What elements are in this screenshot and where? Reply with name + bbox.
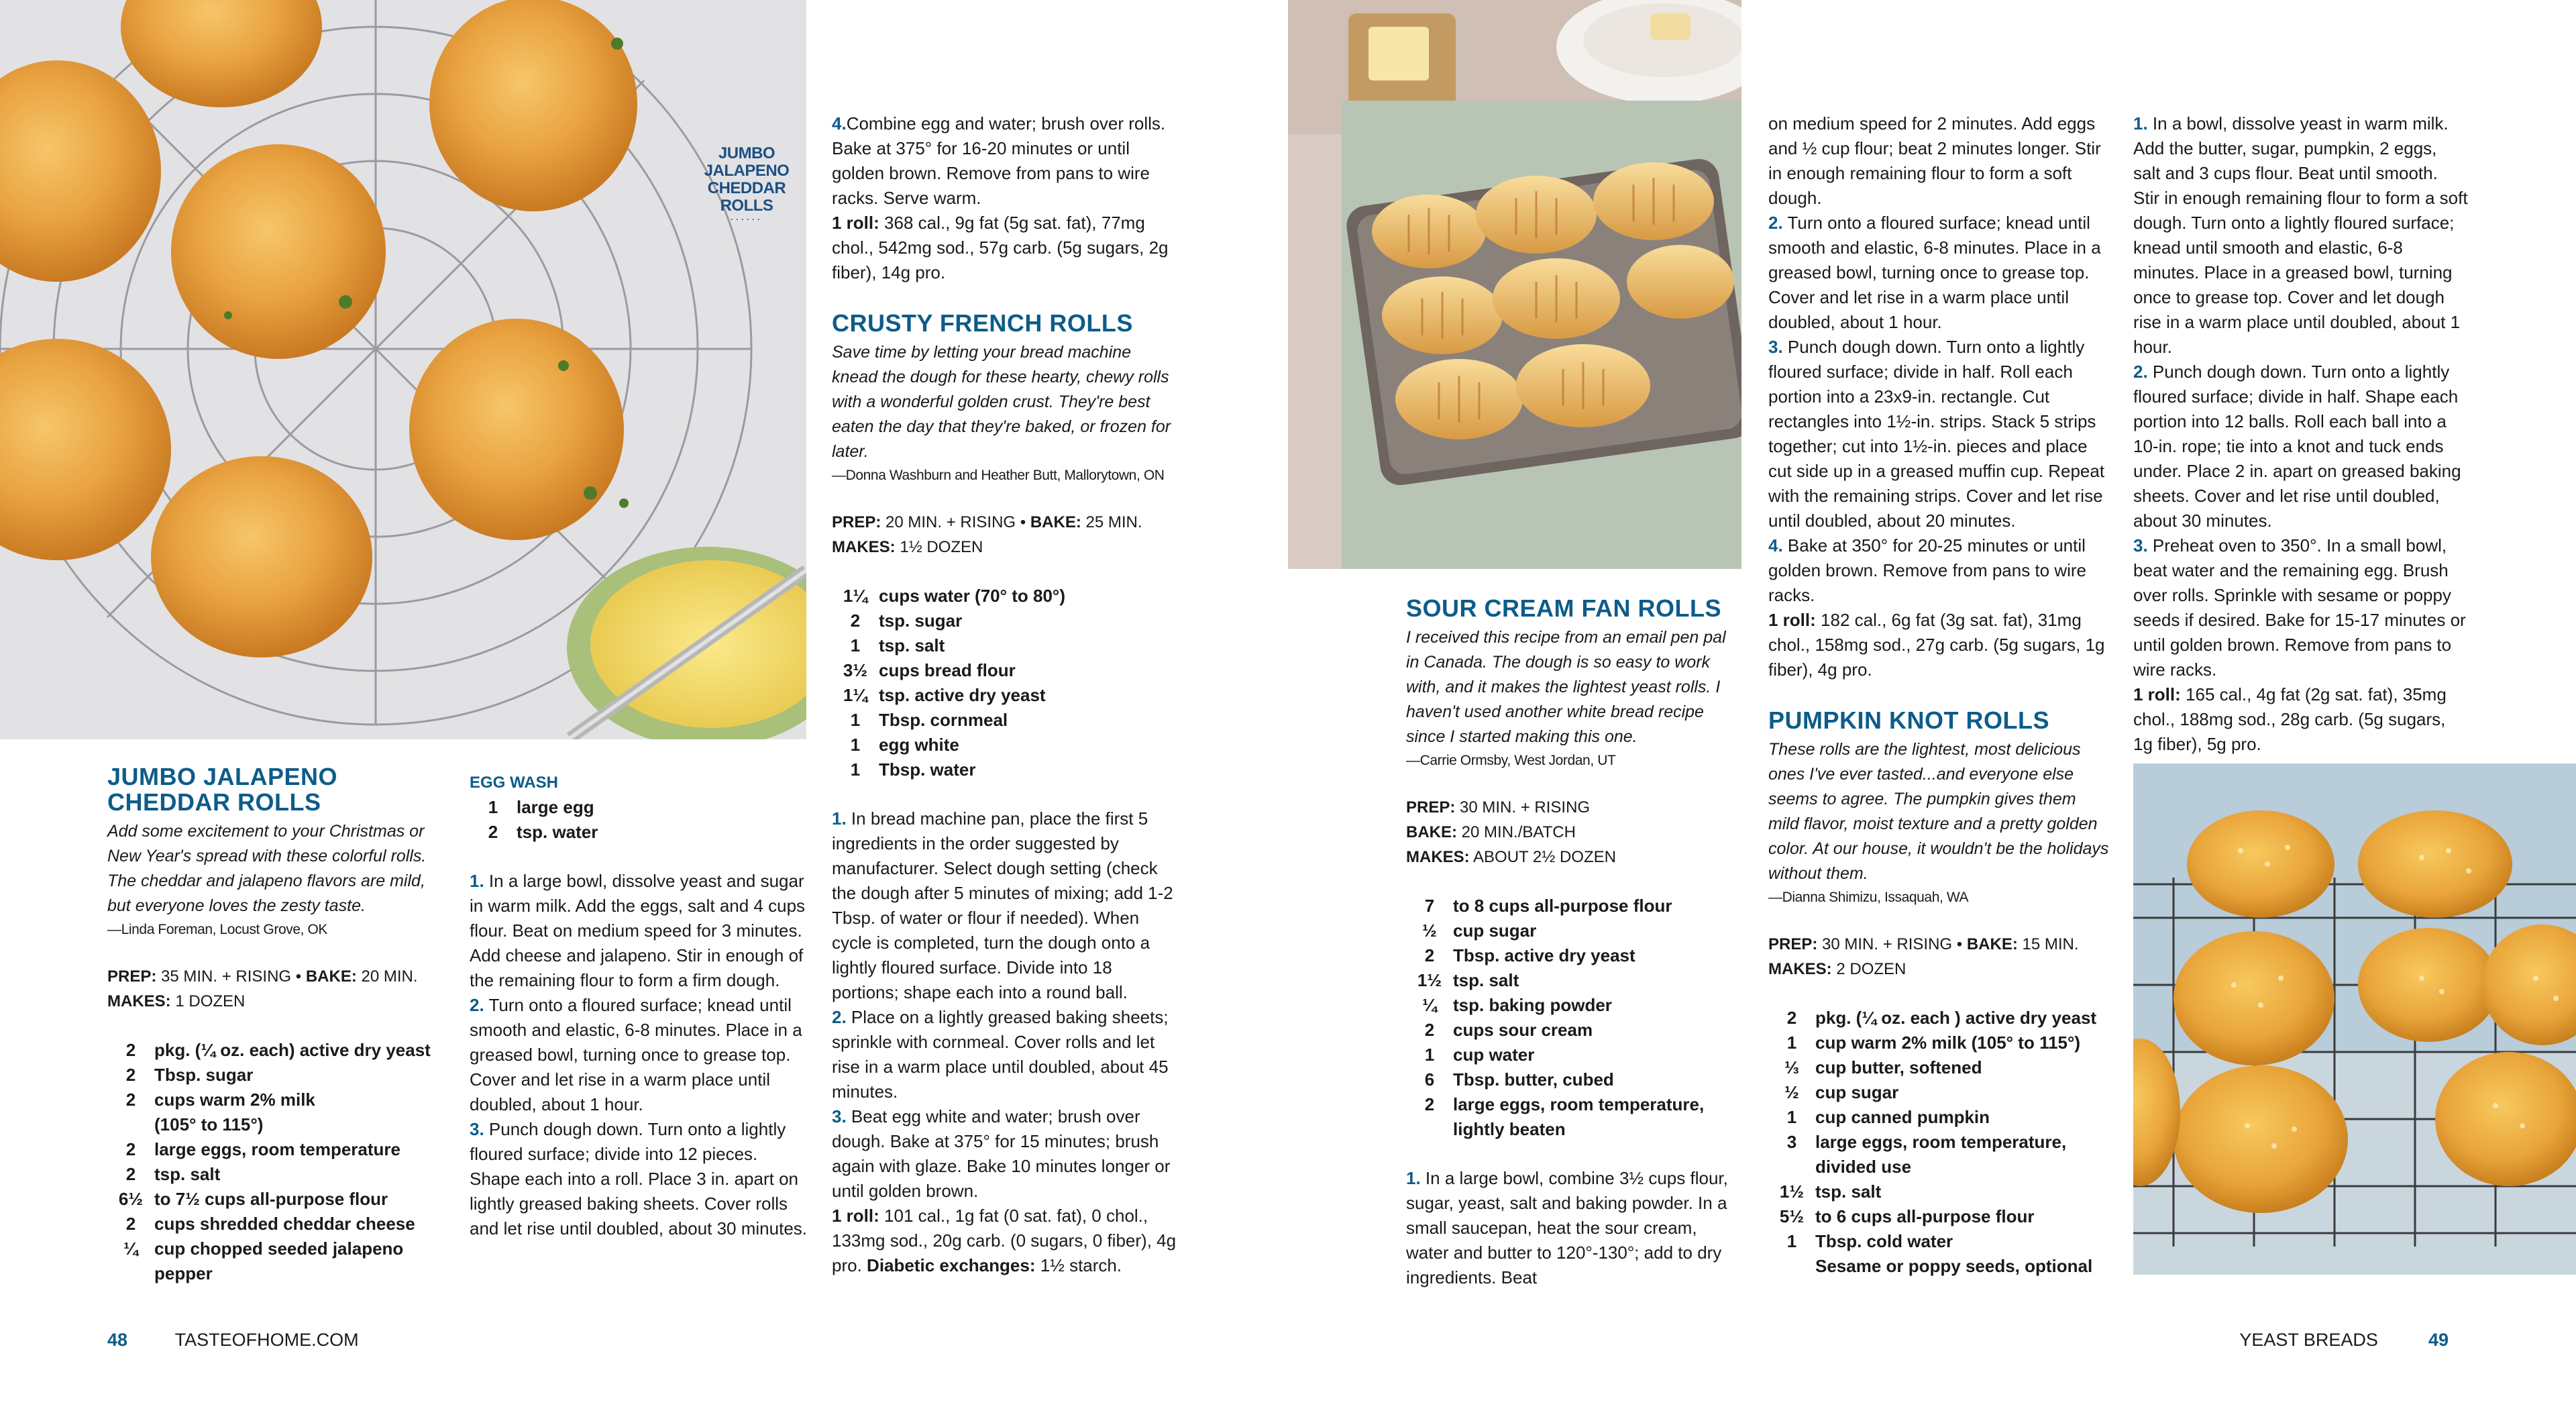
jalapeno-step-text: Punch dough down. Turn onto a lightly floured surface; divide into 12 pieces. Shape each into a roll. Place 3 in. apart on lightly greased baking sheets. Cover rolls and let rise until doubled, about 30 minutes. xyxy=(470,1119,808,1238)
french-bake: 25 MIN. xyxy=(1085,513,1142,531)
eggwash-ingredient-qty: 1 xyxy=(488,797,498,817)
jalapeno-step xyxy=(470,869,812,993)
jalapeno-step-text: In a large bowl, dissolve yeast and sugar in warm milk. Add the eggs, salt and 4 cups flour. Beat on medium speed for 3 minutes. Add cheese and jalapeno. Stir in enough of the remaining flour to form a firm dough. xyxy=(470,871,806,990)
photo-caption-line4: ROLLS xyxy=(720,197,773,215)
french-step-number: 1. xyxy=(832,808,847,829)
fan-ingredient-row xyxy=(1406,968,1741,993)
fan-ingredient-row xyxy=(1406,1018,1741,1043)
fan-nutrition-label: 1 roll: xyxy=(1768,610,1816,630)
pumpkin-makes: 2 DOZEN xyxy=(1836,960,1907,978)
fan-ingredient-text: tsp. salt xyxy=(1453,970,1519,990)
fan-title: SOUR CREAM FAN ROLLS xyxy=(1406,594,1722,622)
french-ingredient-qty: 1 xyxy=(850,710,861,730)
french-ingredient-qty: 1 xyxy=(850,635,861,655)
fan-ingredient-row xyxy=(1406,1067,1741,1092)
jalapeno-step xyxy=(470,1117,812,1241)
pumpkin-step xyxy=(2133,111,2469,360)
fan-ingredient-qty: ¼ xyxy=(1422,995,1437,1015)
french-step-text: In bread machine pan, place the first 5 ingredients in the order suggested by manufacturer. Select dough setting (check the dough after 5 minutes of mixing; add 1-2 Tbsp. of water or flour if needed). When cycle is completed, turn the dough onto a lightly floured surface. Divide into 18 portions; shape each into a round ball. xyxy=(832,808,1173,1002)
jalapeno-ingredient-text: pepper xyxy=(154,1263,213,1283)
pumpkin-ingredient-row xyxy=(1768,1006,2110,1031)
pumpkin-ingredient-row xyxy=(1768,1105,2110,1130)
french-ingredient-text: tsp. active dry yeast xyxy=(879,685,1046,705)
jalapeno-ingredient-text: cups warm 2% milk xyxy=(154,1090,315,1110)
fan-ingredient-row xyxy=(1406,894,1741,918)
french-ingredient-text: cups bread flour xyxy=(879,660,1016,680)
jalapeno-ingredient-row xyxy=(107,1212,443,1236)
fan-steps xyxy=(1768,211,2110,608)
french-step-text: Place on a lightly greased baking sheets; sprinkle with cornmeal. Cover rolls and let rise in a warm place until doubled, about 45 minutes. xyxy=(832,1007,1169,1102)
french-step xyxy=(832,1104,1181,1204)
pumpkin-title: PUMPKIN KNOT ROLLS xyxy=(1768,706,2049,734)
jalapeno-ingredient-qty: 2 xyxy=(125,1139,136,1159)
french-prep-label: PREP: xyxy=(832,513,881,531)
french-ingredient-text: tsp. sugar xyxy=(879,611,963,631)
jalapeno-col1 xyxy=(107,764,443,1286)
right-section-name: YEAST BREADS xyxy=(2239,1330,2378,1350)
fan-step-text: Bake at 350° for 20-25 minutes or until golden brown. Remove from pans to wire racks. xyxy=(1768,535,2087,605)
pumpkin-byline: —Dianna Shimizu, Issaquah, WA xyxy=(1768,890,1969,905)
fan-ingredient-qty xyxy=(1406,1117,1453,1142)
pumpkin-ingredient-qty: 1½ xyxy=(1779,1181,1805,1202)
french-steps xyxy=(832,806,1181,1204)
french-ingredient-row xyxy=(832,609,1181,633)
jalapeno-title-line1: JUMBO JALAPENO xyxy=(107,763,338,790)
fan-step-1-cont: on medium speed for 2 minutes. Add eggs and ½ cup flour; beat 2 minutes longer. Stir in enough remaining flour to form a soft dough. xyxy=(1768,113,2101,208)
jalapeno-ingredient-qty: 6½ xyxy=(118,1189,144,1209)
jalapeno-title-line2: CHEDDAR ROLLS xyxy=(107,788,321,816)
jalapeno-ingredient-text: cups shredded cheddar cheese xyxy=(154,1214,415,1234)
pumpkin-bake: 15 MIN. xyxy=(2022,935,2079,953)
fan-ingredient-row xyxy=(1406,943,1741,968)
fan-makes: ABOUT 2½ DOZEN xyxy=(1473,848,1616,866)
fan-step-number: 3. xyxy=(1768,337,1783,357)
pumpkin-step-number: 1. xyxy=(2133,113,2148,134)
fan-ingredient-row xyxy=(1406,993,1741,1018)
fan-prep: 30 MIN. + RISING xyxy=(1460,798,1591,816)
french-diabetic-text: 1½ starch. xyxy=(1040,1255,1122,1275)
eggwash-ingredient-text: tsp. water xyxy=(517,822,598,842)
jalapeno-step-number: 3. xyxy=(470,1119,484,1139)
fan-step-number: 2. xyxy=(1768,213,1783,233)
pumpkin-ingredient-row xyxy=(1768,1204,2110,1229)
pumpkin-ingredient-qty xyxy=(1768,1155,1815,1179)
pumpkin-ingredient-row xyxy=(1768,1179,2110,1204)
pumpkin-bake-label: BAKE: xyxy=(1966,935,2018,953)
french-byline: —Donna Washburn and Heather Butt, Mallorytown, ON xyxy=(832,468,1165,483)
pumpkin-ingredient-text: tsp. salt xyxy=(1815,1181,1882,1202)
pumpkin-ingredient-qty: ⅓ xyxy=(1784,1057,1799,1077)
pumpkin-ingredient-row xyxy=(1768,1080,2110,1105)
fan-intro: I received this recipe from an email pen pal in Canada. The dough is so easy to work with, and it makes the lightest yeast rolls. I haven't used another white bread recipe since I started making this one. xyxy=(1406,628,1726,746)
fan-nutrition xyxy=(1768,608,2110,682)
jalapeno-nutrition xyxy=(832,211,1181,285)
pumpkin-ingredient-text: pkg. (¼ oz. each ) active dry yeast xyxy=(1815,1008,2097,1028)
photo-caption-line3: CHEDDAR xyxy=(707,179,786,197)
jalapeno-ingredient-qty: 2 xyxy=(125,1164,136,1184)
jalapeno-ingredient-qty xyxy=(107,1261,154,1286)
pumpkin-ingredient-qty: ½ xyxy=(1784,1082,1799,1102)
pumpkin-steps xyxy=(2133,111,2469,682)
jalapeno-meta: PREP: 35 MIN. + RISING • BAKE: 20 MIN. MAKES: 1 DOZEN xyxy=(107,967,418,1010)
pumpkin-ingredient-qty: 1 xyxy=(1786,1033,1797,1053)
french-ingredient-text: Tbsp. cornmeal xyxy=(879,710,1008,730)
french-step-number: 3. xyxy=(832,1106,847,1126)
pumpkin-col2 xyxy=(2133,111,2469,757)
fan-step-1-num: 1. xyxy=(1406,1168,1421,1188)
jalapeno-step-4-text: Combine egg and water; brush over rolls. Bake at 375° for 16-20 minutes or until golden brown. Remove from pans to wire racks. Serve warm. xyxy=(832,113,1166,208)
photo-caption-line2: JALAPENO xyxy=(704,162,790,180)
fan-step-number: 4. xyxy=(1768,535,1783,556)
jalapeno-ingredient-text: tsp. salt xyxy=(154,1164,221,1184)
pumpkin-step-number: 3. xyxy=(2133,535,2148,556)
fan-step xyxy=(1768,335,2110,533)
right-page-number: 49 xyxy=(2428,1330,2449,1350)
pumpkin-ingredient-text: cup warm 2% milk (105° to 115°) xyxy=(1815,1033,2081,1053)
pumpkin-step-number: 2. xyxy=(2133,362,2148,382)
pumpkin-ingredient-text: divided use xyxy=(1815,1157,1912,1177)
jalapeno-ingredient-text: cup chopped seeded jalapeno xyxy=(154,1238,404,1259)
pumpkin-step-text: In a bowl, dissolve yeast in warm milk. Add the butter, sugar, pumpkin, 2 eggs, salt and 3 cups flour. Beat until smooth. Stir in enough remaining flour to form a soft dough. Turn onto a lightly floured surface; knead until smooth and elastic, 6-8 minutes. Place in a greased bowl, turning once to grease top. Cover and let dough rise in a warm place until doubled, about 1 hour. xyxy=(2133,113,2468,357)
fan-meta xyxy=(1406,795,1741,869)
pumpkin-ingredient-qty: 1 xyxy=(1786,1231,1797,1251)
fan-ingredient-text: to 8 cups all-purpose flour xyxy=(1453,896,1672,916)
pumpkin-ingredient-row xyxy=(1768,1130,2110,1155)
french-step-text: Beat egg white and water; brush over dough. Bake at 375° for 15 minutes; brush again with glaze. Bake 10 minutes longer or until golden brown. xyxy=(832,1106,1171,1201)
french-ingredient-row xyxy=(832,733,1181,757)
pumpkin-prep-label: PREP: xyxy=(1768,935,1818,953)
jalapeno-ingredient-row xyxy=(107,1063,443,1088)
french-makes: 1½ DOZEN xyxy=(900,538,983,556)
fan-byline: —Carrie Ormsby, West Jordan, UT xyxy=(1406,753,1616,768)
pumpkin-meta: PREP: 30 MIN. + RISING • BAKE: 15 MIN. MAKES: 2 DOZEN xyxy=(1768,935,2079,978)
jalapeno-bake: 20 MIN. xyxy=(361,967,418,986)
fan-ingredient-row xyxy=(1406,1117,1741,1142)
jalapeno-ingredient-qty xyxy=(107,1112,154,1137)
jalapeno-byline: —Linda Foreman, Locust Grove, OK xyxy=(107,922,328,937)
french-ingredient-qty: 1¼ xyxy=(843,685,868,705)
pumpkin-ingredient-row xyxy=(1768,1155,2110,1179)
pumpkin-prep: 30 MIN. + RISING xyxy=(1822,935,1953,953)
pumpkin-step-text: Preheat oven to 350°. In a small bowl, beat water and the remaining egg. Brush over rolls. Sprinkle with sesame or poppy seeds if desired. Bake for 15-17 minutes or until golden brown. Remove from pans to wire racks. xyxy=(2133,535,2466,680)
pumpkin-ingredient-text: large eggs, room temperature, xyxy=(1815,1132,2067,1152)
jalapeno-ingredient-text: (105° to 115°) xyxy=(154,1114,264,1134)
french-ingredient-qty: 2 xyxy=(850,611,861,631)
french-meta: PREP: 20 MIN. + RISING • BAKE: 25 MIN. MAKES: 1½ DOZEN xyxy=(832,513,1142,556)
french-ingredient-row xyxy=(832,633,1181,658)
col5 xyxy=(1768,111,2110,1279)
jalapeno-ingredient-row xyxy=(107,1187,443,1212)
pumpkin-ingredient-row xyxy=(1768,1031,2110,1055)
fan-step-text: Punch dough down. Turn onto a lightly floured surface; divide in half. Roll each portion into a 23x9-in. rectangle. Cut rectangles into 1½-in. strips. Stack 5 strips together; cut into 1½-in. pieces and place cut side up in a greased muffin cup. Repeat with the remaining strips. Cover and let rise until doubled, about 20 minutes. xyxy=(1768,337,2105,531)
pumpkin-step-text: Punch dough down. Turn onto a lightly floured surface; divide in half. Shape each portion into 12 balls. Roll each ball into a 10-in. rope; tie into a knot and tuck ends under. Place 2 in. apart on greased baking sheets. Cover and let rise until doubled, about 30 minutes. xyxy=(2133,362,2461,531)
jalapeno-step-number: 1. xyxy=(470,871,484,891)
fan-ingredient-text: large eggs, room temperature, xyxy=(1453,1094,1705,1114)
french-nutrition xyxy=(832,1204,1181,1278)
fan-ingredient-qty: 1 xyxy=(1424,1045,1435,1065)
pumpkin-ingredient-row xyxy=(1768,1055,2110,1080)
french-ingredient-text: tsp. salt xyxy=(879,635,945,655)
footer-left xyxy=(107,1330,359,1351)
french-prep: 20 MIN. + RISING xyxy=(885,513,1016,531)
pumpkin-ingredient-text: cup butter, softened xyxy=(1815,1057,1982,1077)
jalapeno-ingredient-qty: ¼ xyxy=(123,1238,138,1259)
jalapeno-step-4 xyxy=(832,111,1181,211)
french-ingredient-text: egg white xyxy=(879,735,959,755)
pumpkin-ingredient-row xyxy=(1768,1254,2110,1279)
fan-step xyxy=(1768,211,2110,335)
jalapeno-step xyxy=(470,993,812,1117)
pumpkin-makes-label: MAKES: xyxy=(1768,960,1832,978)
col3 xyxy=(832,111,1181,1278)
fan-ingredient-qty: 2 xyxy=(1424,1020,1435,1040)
footer-right xyxy=(2239,1330,2449,1351)
fan-ingredient-qty: 6 xyxy=(1424,1069,1435,1090)
french-ingredient-text: Tbsp. water xyxy=(879,759,976,780)
pumpkin-nutrition-label: 1 roll: xyxy=(2133,684,2181,704)
photo-caption xyxy=(703,145,790,224)
fan-ingredient-text: cup water xyxy=(1453,1045,1535,1065)
jalapeno-ingredient-row xyxy=(107,1112,443,1137)
fan-ingredients xyxy=(1406,894,1741,1142)
french-ingredient-qty: 1 xyxy=(850,759,861,780)
fan-makes-label: MAKES: xyxy=(1406,848,1470,866)
pumpkin-ingredient-qty: 3 xyxy=(1786,1132,1797,1152)
french-bake-label: BAKE: xyxy=(1030,513,1081,531)
jalapeno-ingredients xyxy=(107,1038,443,1286)
fan-step-1 xyxy=(1406,1166,1741,1290)
fan-bake-label: BAKE: xyxy=(1406,823,1457,841)
french-ingredient-qty: 1¼ xyxy=(843,586,868,606)
fan-nutrition-text: 182 cal., 6g fat (3g sat. fat), 31mg chol., 158mg sod., 27g carb. (5g sugars, 1g fiber), 4g pro. xyxy=(1768,610,2105,680)
fan-ingredient-qty: 7 xyxy=(1424,896,1435,916)
pumpkin-nutrition xyxy=(2133,682,2469,757)
fan-ingredient-qty: 2 xyxy=(1424,945,1435,965)
fan-step-text: Turn onto a floured surface; knead until smooth and elastic, 6-8 minutes. Place in a greased bowl, turning once to grease top. Cover and let rise in a warm place until doubled, about 1 hour. xyxy=(1768,213,2101,332)
fan-ingredient-qty: ½ xyxy=(1422,920,1437,941)
french-nutrition-text: 101 cal., 1g fat (0 sat. fat), 0 chol., 133mg sod., 20g carb. (0 sugars, 0 fiber), 4g pro. xyxy=(832,1206,1177,1275)
french-ingredient-row xyxy=(832,708,1181,733)
fan-ingredient-text: Tbsp. butter, cubed xyxy=(1453,1069,1614,1090)
jalapeno-bake-label: BAKE: xyxy=(305,967,357,986)
french-ingredient-row xyxy=(832,584,1181,609)
fan-col1 xyxy=(1406,596,1741,1290)
jalapeno-intro: Add some excitement to your Christmas or New Year's spread with these colorful rolls. The cheddar and jalapeno flavors are mild, but everyone loves the zesty taste. xyxy=(107,822,427,915)
pumpkin-intro: These rolls are the lightest, most delicious ones I've ever tasted...and everyone else seems to agree. The pumpkin gives them mild flavor, moist texture and a pretty golden color. At our house, it wouldn't be the holidays without them. xyxy=(1768,740,2109,883)
pumpkin-ingredient-qty: 5½ xyxy=(1779,1206,1805,1226)
jalapeno-ingredient-text: large eggs, room temperature xyxy=(154,1139,400,1159)
pumpkin-nutrition-text: 165 cal., 4g fat (2g sat. fat), 35mg chol., 188mg sod., 28g carb. (5g sugars, 1g fiber), 5g pro. xyxy=(2133,684,2447,754)
jalapeno-ingredient-row xyxy=(107,1261,443,1286)
french-ingredient-row xyxy=(832,683,1181,708)
jalapeno-step-4-num: 4. xyxy=(832,113,847,134)
jalapeno-col2 xyxy=(470,770,812,1241)
french-step xyxy=(832,806,1181,1005)
french-intro: Save time by letting your bread machine knead the dough for these hearty, chewy rolls with a wonderful golden crust. They're best eaten the day that they're baked, or frozen for later. xyxy=(832,343,1171,461)
fan-ingredient-qty: 1½ xyxy=(1417,970,1442,990)
french-ingredient-qty: 1 xyxy=(850,735,861,755)
pumpkin-ingredient-text: cup sugar xyxy=(1815,1082,1899,1102)
fan-ingredient-row xyxy=(1406,1043,1741,1067)
jalapeno-ingredient-qty: 2 xyxy=(125,1040,136,1060)
pumpkin-ingredients xyxy=(1768,1006,2110,1279)
fan-step-1-text: In a large bowl, combine 3½ cups flour, sugar, yeast, salt and baking powder. In a small saucepan, heat the sour cream, water and butter to 120°-130°; add to dry ingredients. Beat xyxy=(1406,1168,1728,1287)
french-step xyxy=(832,1005,1181,1104)
jalapeno-step-text: Turn onto a floured surface; knead until smooth and elastic, 6-8 minutes. Place in a greased bowl, turning once to grease top. Cover and let rise in a warm place until doubled, about 1 hour. xyxy=(470,995,802,1114)
french-ingredient-row xyxy=(832,658,1181,683)
jalapeno-nutrition-label: 1 roll: xyxy=(832,213,879,233)
french-makes-label: MAKES: xyxy=(832,538,896,556)
pumpkin-ingredient-row xyxy=(1768,1229,2110,1254)
left-site-name: TASTEOFHOME.COM xyxy=(174,1330,359,1350)
fan-bake: 20 MIN./BATCH xyxy=(1461,823,1576,841)
pumpkin-ingredient-qty: 1 xyxy=(1786,1107,1797,1127)
french-diabetic-label: Diabetic exchanges: xyxy=(867,1255,1036,1275)
jalapeno-nutrition-text: 368 cal., 9g fat (5g sat. fat), 77mg chol., 542mg sod., 57g carb. (5g sugars, 2g fiber), 14g pro. xyxy=(832,213,1169,282)
eggwash-ingredients xyxy=(470,795,812,845)
pumpkin-ingredient-qty: 2 xyxy=(1786,1008,1797,1028)
french-ingredient-text: cups water (70° to 80°) xyxy=(879,586,1065,606)
french-ingredient-row xyxy=(832,757,1181,782)
jalapeno-ingredient-qty: 2 xyxy=(125,1214,136,1234)
pumpkin-ingredient-text: Tbsp. cold water xyxy=(1815,1231,1953,1251)
pumpkin-rolls-photo xyxy=(2133,763,2576,1275)
fan-ingredient-text: tsp. baking powder xyxy=(1453,995,1612,1015)
fan-ingredient-text: cup sugar xyxy=(1453,920,1537,941)
pumpkin-step xyxy=(2133,533,2469,682)
jalapeno-rolls-photo xyxy=(0,0,806,739)
jalapeno-ingredient-row xyxy=(107,1088,443,1112)
french-nutrition-label: 1 roll: xyxy=(832,1206,879,1226)
fan-ingredient-text: cups sour cream xyxy=(1453,1020,1593,1040)
photo-caption-dots: ······ xyxy=(731,215,763,224)
pumpkin-ingredient-text: cup canned pumpkin xyxy=(1815,1107,1990,1127)
pumpkin-ingredient-text: to 6 cups all-purpose flour xyxy=(1815,1206,2035,1226)
jalapeno-ingredient-qty: 2 xyxy=(125,1090,136,1110)
french-title: CRUSTY FRENCH ROLLS xyxy=(832,309,1133,337)
jalapeno-makes-label: MAKES: xyxy=(107,992,171,1010)
fan-ingredient-text: lightly beaten xyxy=(1453,1119,1566,1139)
fan-step xyxy=(1768,533,2110,608)
jalapeno-prep-label: PREP: xyxy=(107,967,157,986)
jalapeno-ingredient-text: to 7½ cups all-purpose flour xyxy=(154,1189,388,1209)
eggwash-ingredient-row xyxy=(470,795,812,820)
eggwash-ingredient-text: large egg xyxy=(517,797,594,817)
jalapeno-ingredient-row xyxy=(107,1038,443,1063)
eggwash-label: EGG WASH xyxy=(470,774,559,792)
fan-ingredient-text: Tbsp. active dry yeast xyxy=(1453,945,1635,965)
jalapeno-prep: 35 MIN. + RISING xyxy=(161,967,292,986)
fan-ingredient-qty: 2 xyxy=(1424,1094,1435,1114)
french-step-number: 2. xyxy=(832,1007,847,1027)
photo-caption-line1: JUMBO xyxy=(718,144,775,162)
jalapeno-ingredient-text: pkg. (¼ oz. each) active dry yeast xyxy=(154,1040,431,1060)
jalapeno-ingredient-row xyxy=(107,1236,443,1261)
jalapeno-steps xyxy=(470,869,812,1241)
pumpkin-step xyxy=(2133,360,2469,533)
fan-ingredient-row xyxy=(1406,1092,1741,1117)
pumpkin-ingredient-text: Sesame or poppy seeds, optional xyxy=(1815,1256,2093,1276)
jalapeno-ingredient-row xyxy=(107,1137,443,1162)
jalapeno-step-number: 2. xyxy=(470,995,484,1015)
left-page-number: 48 xyxy=(107,1330,128,1350)
french-ingredient-qty: 3½ xyxy=(843,660,868,680)
fan-rolls-photo xyxy=(1288,0,1741,569)
jalapeno-makes: 1 DOZEN xyxy=(175,992,246,1010)
eggwash-ingredient-qty: 2 xyxy=(488,822,498,842)
pumpkin-ingredient-qty xyxy=(1768,1254,1815,1279)
fan-prep-label: PREP: xyxy=(1406,798,1456,816)
french-ingredients xyxy=(832,584,1181,782)
jalapeno-ingredient-row xyxy=(107,1162,443,1187)
jalapeno-ingredient-qty: 2 xyxy=(125,1065,136,1085)
eggwash-ingredient-row xyxy=(470,820,812,845)
jalapeno-ingredient-text: Tbsp. sugar xyxy=(154,1065,254,1085)
fan-ingredient-row xyxy=(1406,918,1741,943)
